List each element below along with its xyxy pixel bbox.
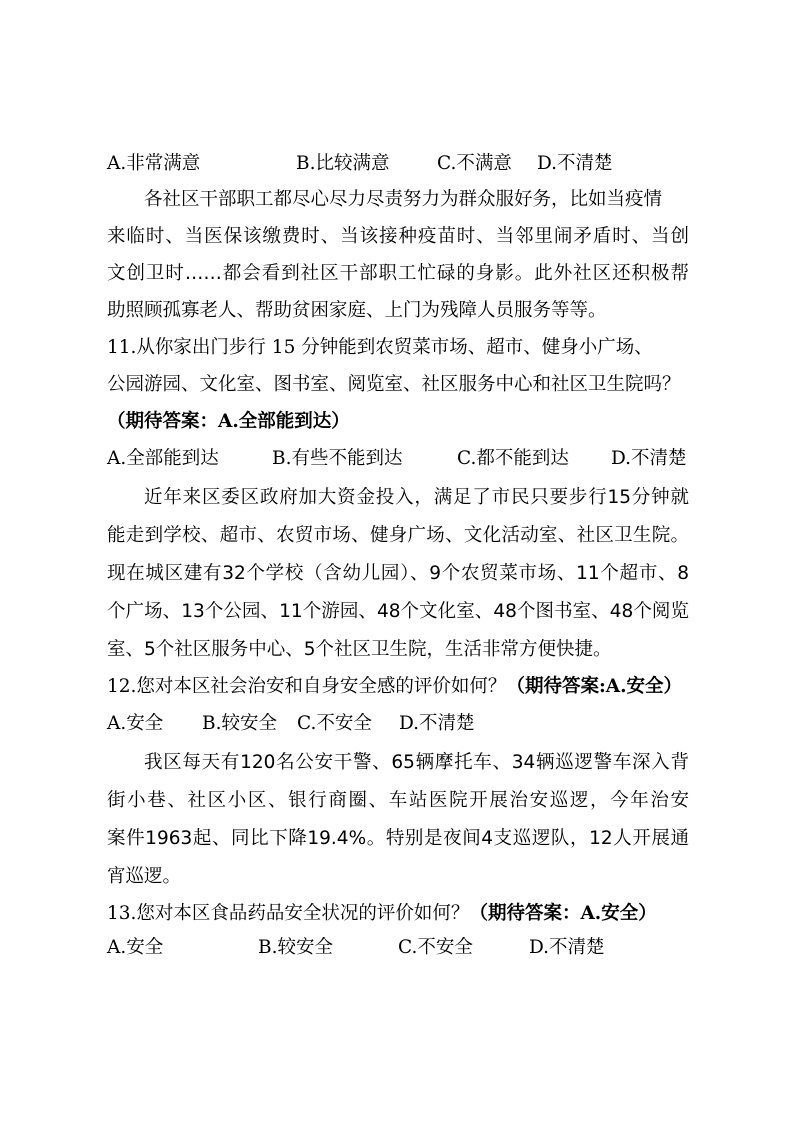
q11-explanation-line-2: 能走到学校、超市、农贸市场、健身广场、文化活动室、社区卫生院。	[107, 525, 689, 546]
q13-question-text: 13.您对本区食品药品安全状况的评价如何？	[107, 903, 470, 924]
q12-question-text: 12.您对本区社会治安和自身安全感的评价如何？	[107, 676, 507, 697]
q13-option-d: D.不清楚	[529, 937, 605, 958]
q13-expected-answer: （期待答案：A.安全）	[469, 903, 657, 924]
q13-option-a: A.安全	[107, 937, 164, 958]
q10-option-b: B.比较满意	[296, 153, 390, 174]
q10-option-d: D.不清楚	[537, 153, 613, 174]
q12-explanation-line-1: 我区每天有120名公安干警、65辆摩托车、34辆巡逻警车深入背	[144, 752, 689, 773]
q11-option-c: C.都不能到达	[457, 448, 569, 469]
q12-explanation-line-3: 案件1963起、同比下降19.4%。特别是夜间4支巡逻队，12人开展通	[107, 828, 689, 849]
q11-expected-answer: （期待答案：A.全部能到达）	[107, 411, 350, 432]
q12-explanation-line-2: 街小巷、社区小区、银行商圈、车站医院开展治安巡逻，今年治安	[107, 790, 689, 811]
q11-question-line-2: 公园游园、文化室、图书室、阅览室、社区服务中心和社区卫生院吗？	[107, 374, 681, 395]
q10-explanation-line-3: 文创卫时……都会看到社区干部职工忙碌的身影。此外社区还积极帮	[107, 263, 689, 284]
q11-explanation-line-4: 个广场、13个公园、11个游园、48个文化室、48个图书室、48个阅览	[107, 601, 689, 622]
q11-option-d: D.不清楚	[611, 448, 687, 469]
q11-explanation-line-3: 现在城区建有32个学校（含幼儿园）、9个农贸菜市场、11个超市、8	[107, 563, 689, 584]
q12-explanation-line-4: 宵巡逻。	[107, 866, 182, 887]
q11-option-b: B.有些不能到达	[272, 448, 403, 469]
q10-explanation-line-4: 助照顾孤寡老人、帮助贫困家庭、上门为残障人员服务等等。	[107, 300, 607, 321]
q12-option-a: A.安全	[107, 713, 164, 734]
q11-explanation-line-1: 近年来区委区政府加大资金投入，满足了市民只要步行15分钟就	[144, 487, 689, 508]
q10-option-c: C.不满意	[437, 153, 512, 174]
q13-option-c: C.不安全	[398, 937, 473, 958]
q12-option-c: C.不安全	[297, 713, 372, 734]
q10-option-a: A.非常满意	[107, 153, 201, 174]
q12-option-d: D.不清楚	[399, 713, 475, 734]
q11-question-line-1: 11.从你家出门步行 15 分钟能到农贸菜市场、超市、健身小广场、	[107, 337, 653, 358]
q10-explanation-line-1: 各社区干部职工都尽心尽力尽责努力为群众服好务，比如当疫情	[144, 189, 663, 210]
q11-option-a: A.全部能到达	[107, 448, 219, 469]
q10-explanation-line-2: 来临时、当医保该缴费时、当该接种疫苗时、当邻里闹矛盾时、当创	[107, 226, 689, 247]
q13-option-b: B.较安全	[258, 937, 333, 958]
q12-option-b: B.较安全	[202, 713, 277, 734]
q12-expected-answer: （期待答案:A.安全）	[506, 676, 683, 697]
q11-explanation-line-5: 室、5个社区服务中心、5个社区卫生院，生活非常方便快捷。	[107, 639, 612, 660]
